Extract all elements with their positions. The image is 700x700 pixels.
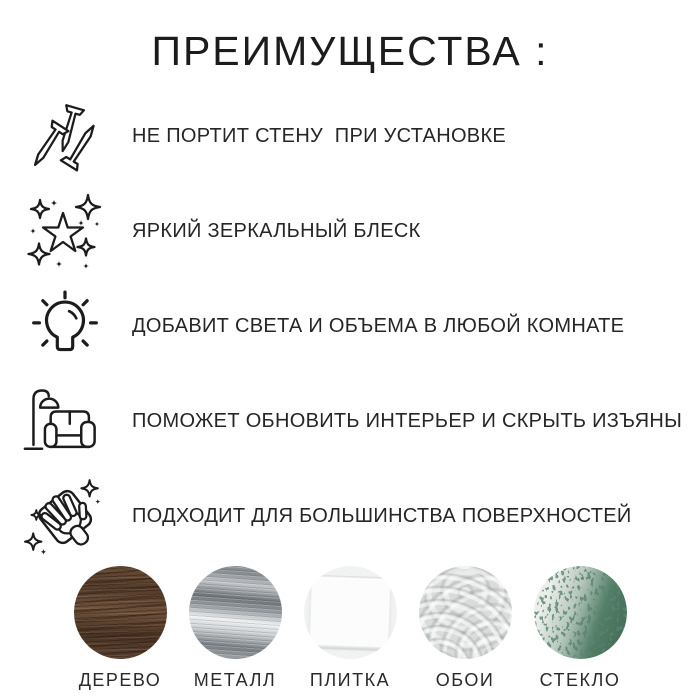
nails-icon <box>22 94 108 180</box>
feature-row-refresh-interior <box>22 374 700 469</box>
feature-label: ПОДХОДИТ ДЛЯ БОЛЬШИНСТВА ПОВЕРХНОСТЕЙ <box>132 505 632 528</box>
surface-label: ДЕРЕВО <box>78 670 162 691</box>
light-bulb-icon <box>22 284 108 370</box>
feature-label: ПОМОЖЕТ ОБНОВИТЬ ИНТЕРЬЕР И СКРЫТЬ ИЗЪЯНЫ <box>132 410 683 433</box>
feature-label: ДОБАВИТ СВЕТА И ОБЪЕМА В ЛЮБОЙ КОМНАТЕ <box>132 315 625 338</box>
page-title: ПРЕИМУЩЕСТВА : <box>151 28 549 74</box>
tile-swatch <box>304 566 397 659</box>
surface-metal <box>179 566 291 691</box>
feature-row-mirror-shine <box>22 184 700 279</box>
wood-swatch <box>74 566 167 659</box>
glass-swatch <box>534 566 627 659</box>
feature-row-no-wall-damage <box>22 89 700 184</box>
feature-row-most-surfaces <box>22 469 700 564</box>
surface-wallpaper <box>409 566 521 691</box>
feature-label: НЕ ПОРТИТ СТЕНУ ПРИ УСТАНОВКЕ <box>132 125 507 148</box>
surface-wood <box>64 566 176 691</box>
feature-list <box>0 89 700 564</box>
surface-label: МЕТАЛЛ <box>193 670 277 691</box>
glass-texture <box>534 566 627 659</box>
sofa-floor-lamp-icon <box>22 379 108 465</box>
metal-swatch <box>189 566 282 659</box>
wallpaper-swatch <box>419 566 512 659</box>
tile-face <box>310 577 390 648</box>
hand-wiping-icon <box>22 474 108 560</box>
sparkling-stars-icon <box>22 189 108 275</box>
surface-tile <box>294 566 406 691</box>
surface-label: ПЛИТКА <box>309 670 391 691</box>
surface-glass <box>524 566 636 691</box>
surface-list <box>0 566 700 691</box>
feature-row-adds-light <box>22 279 700 374</box>
surface-label: ОБОИ <box>435 670 495 691</box>
surface-label: СТЕКЛО <box>539 670 621 691</box>
feature-label: ЯРКИЙ ЗЕРКАЛЬНЫЙ БЛЕСК <box>132 220 421 243</box>
